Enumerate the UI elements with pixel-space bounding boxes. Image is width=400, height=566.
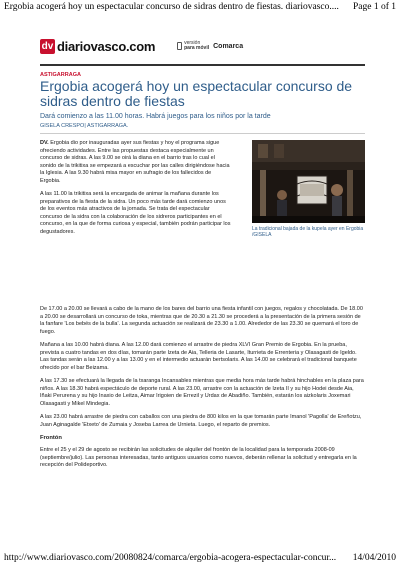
paragraph-1-text: Ergobia dio por inauguradas ayer sus fiestas y hoy el programa sigue ofreciendo actividades. Entre las propuestas destaca especialmente un concurso de sidras. A las 9.00 se oirá la diana en el barrio tras lo cual el sonido de la trikitixa se empezará a escuchar por las calles dirigiéndose hacia la Iglesia. A las 9.30 habrá misa mayor en sufragio de los fallecidos de Ergobia. <box>40 140 230 184</box>
paragraph-4: Mañana a las 10.00 habrá diana. A las 12.00 dará comienzo el arrastre de piedra XLVI Gran Premio de Ergobia. En la prueba, prevista a cuatro tandas en dos días, tomarán parte Izeta de Aia, Telleria de Lasarte, Iturrieta de Errenteria y Olasagasti de Igeldo. Las tandas serán a las 12.00 y a las 13.00 y en el intermedio actuarán bertsolaris. A las 14.00 se celebrará el tradicional banquete ofrecido por el bar Beizama. <box>40 342 357 371</box>
byline-divider <box>40 133 365 134</box>
mobile-label-1: versión <box>184 39 201 46</box>
article-title: Ergobia acogerá hoy un espectacular concurso de sidras dentro de fiestas <box>40 78 353 109</box>
mobile-label-2: para móvil <box>184 45 210 51</box>
article-photo <box>252 140 365 223</box>
print-header <box>4 2 396 12</box>
article-body <box>40 306 365 470</box>
paragraph-7: Entre el 25 y el 29 de agosto se recibirán las solicitudes de alquiler del frontón de la localidad para la temporada 2008-09 (septiembre/julio). Las personas interesadas, tanto antiguos usuarios como nuevos, deberán rellenar la solicitud y entregarla en la recepción del Polideportivo. <box>40 447 357 468</box>
photo-image <box>252 140 365 223</box>
photo-caption: La tradicional bajada de la kupela ayer en Ergobia /GISELA <box>252 226 364 238</box>
lead-column <box>40 140 232 242</box>
paragraph-6: A las 23.00 habrá arrastre de piedra con caballos con una piedra de 800 kilos en la que tomarán parte Imanol 'Pagolla' de Ereñotzu, Juan Aginagalde 'Etxeto' de Zumaia y Joseba Larrea de Urnieta. Luego, el reparto de premios. <box>40 414 362 428</box>
site-logo[interactable]: diariovasco.com <box>57 38 156 54</box>
section-label[interactable]: Comarca <box>213 42 244 50</box>
logo-icon[interactable]: dv <box>41 40 54 52</box>
kicker: ASTIGARRAGA <box>40 72 81 78</box>
print-footer <box>4 553 396 563</box>
print-footer-url: http://www.diariovasco.com/20080824/comarca/ergobia-acogera-espectacular-concur... <box>4 553 337 563</box>
paragraph-3: De 17.00 a 20.00 se llevará a cabo de la mano de los bares del barrio una fiesta infantil con juegos, regalos y chocolatada. De 18.00 a 20.00 se desarrollará un concurso de toka, mientras que de 20.30 a 21.30 se procederá a la presentación de la primera sesión de la fanfare 'Los bebés de la bulla'. La segunda actuación se realizará de 23.30 a 1.00. Alrededor de las 23.30 se quemará el toro de fuego. <box>40 306 363 335</box>
masthead-divider <box>40 64 365 66</box>
print-header-title: Ergobia acogerá hoy un espectacular concurso de sidras dentro de fiestas. diariovasco.... <box>4 2 339 12</box>
print-footer-date: 14/04/2010 <box>352 553 396 563</box>
paragraph-2: A las 11.00 la trikitixa será la encargada de animar la mañana durante los preparativos de la fiesta de la sidra. Un poco más tarde dará comienzo unos de los eventos más atractivos de la jornada. Se trata del espectacular concurso de la sidra con la colaboración de los sidreros participantes en el concurso, en la que de forma curiosa y especial, también podrán participar los degustadores. <box>40 191 231 235</box>
subheading-fronton: Frontón <box>40 435 62 441</box>
masthead <box>40 36 365 56</box>
paragraph-5: A las 17.30 se efectuará la llegada de la txaranga Incansables mientras que media hora más tarde habrá hinchables en la plaza para niños. A las 18.30 habrá espectáculo de deporte rural. A las 23.00, arrastre con la actuación de Izeta II y su hijo Hodei desde Aia, Iñaki Perurena y su hijo Inaxio de Leitza, Aimar Irigoien de Errezil y Urdax de Abadiño. También, estarán los aizkolaris Joxemari Olasagasti y Mikel Mindegia. <box>40 378 364 407</box>
print-header-page: Page 1 of 1 <box>352 2 396 12</box>
mobile-version-link[interactable] <box>177 41 209 52</box>
mobile-phone-icon <box>177 42 182 50</box>
article-page <box>40 36 365 476</box>
article-subtitle: Dará comienzo a las 11.00 horas. Habrá juegos para los niños por la tarde <box>40 113 271 120</box>
byline: GISELA CRESPO| ASTIGARRAGA. <box>40 123 129 129</box>
lead-section <box>40 140 365 306</box>
paragraph-1 <box>40 140 232 185</box>
dv-tag: DV. <box>40 140 49 146</box>
